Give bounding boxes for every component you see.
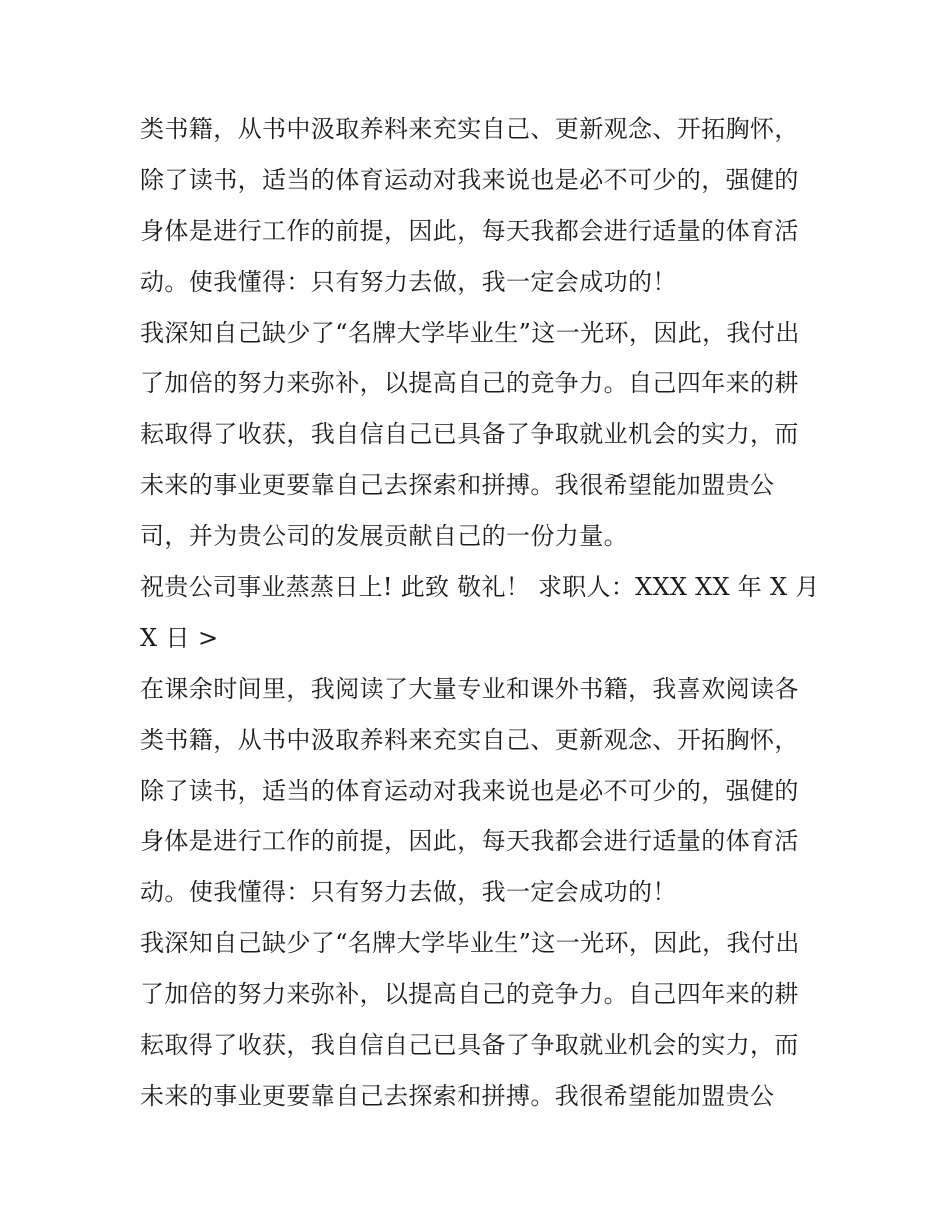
- text-line-13: 类书籍，从书中汲取养料来充实自己、更新观念、开拓胸怀，: [140, 725, 799, 754]
- text-line-16: 动。使我懂得：只有努力去做，我一定会成功的！: [140, 878, 677, 907]
- text-line-18: 了加倍的努力来弥补，以提高自己的竞争力。自己四年来的耕: [140, 980, 799, 1009]
- text-line-15: 身体是进行工作的前提，因此，每天我都会进行适量的体育活: [140, 827, 799, 856]
- text-line-3: 身体是进行工作的前提，因此，每天我都会进行适量的体育活: [140, 216, 799, 245]
- text-line-19: 耘取得了收获，我自信自己已具备了争取就业机会的实力，而: [140, 1031, 799, 1060]
- text-line-14: 除了读书，适当的体育运动对我来说也是必不可少的，强健的: [140, 776, 799, 805]
- text-line-20: 未来的事业更要靠自己去探索和拼搏。我很希望能加盟贵公: [140, 1081, 775, 1110]
- text-line-6: 了加倍的努力来弥补，以提高自己的竞争力。自己四年来的耕: [140, 369, 799, 398]
- text-line-11: X 日 >: [140, 623, 219, 652]
- text-line-5: 我深知自己缺少了“名牌大学毕业生”这一光环，因此，我付出: [140, 318, 800, 347]
- text-line-8: 未来的事业更要靠自己去探索和拼搏。我很希望能加盟贵公: [140, 471, 775, 500]
- text-line-1: 类书籍，从书中汲取养料来充实自己、更新观念、开拓胸怀，: [140, 115, 799, 143]
- text-line-4: 动。使我懂得：只有努力去做，我一定会成功的！: [140, 267, 677, 296]
- text-line-2: 除了读书，适当的体育运动对我来说也是必不可少的，强健的: [140, 165, 799, 194]
- text-line-10: 祝贵公司事业蒸蒸日上! 此致 敬礼！ 求职人：XXX XX 年 X 月: [140, 573, 820, 602]
- text-line-9: 司，并为贵公司的发展贡献自己的一份力量。: [140, 522, 628, 551]
- text-line-7: 耘取得了收获，我自信自己已具备了争取就业机会的实力，而: [140, 420, 799, 449]
- body-text: [140, 104, 820, 1122]
- text-line-12: 在课余时间里，我阅读了大量专业和课外书籍，我喜欢阅读各: [140, 674, 799, 703]
- text-line-17: 我深知自己缺少了“名牌大学毕业生”这一光环，因此，我付出: [140, 929, 800, 958]
